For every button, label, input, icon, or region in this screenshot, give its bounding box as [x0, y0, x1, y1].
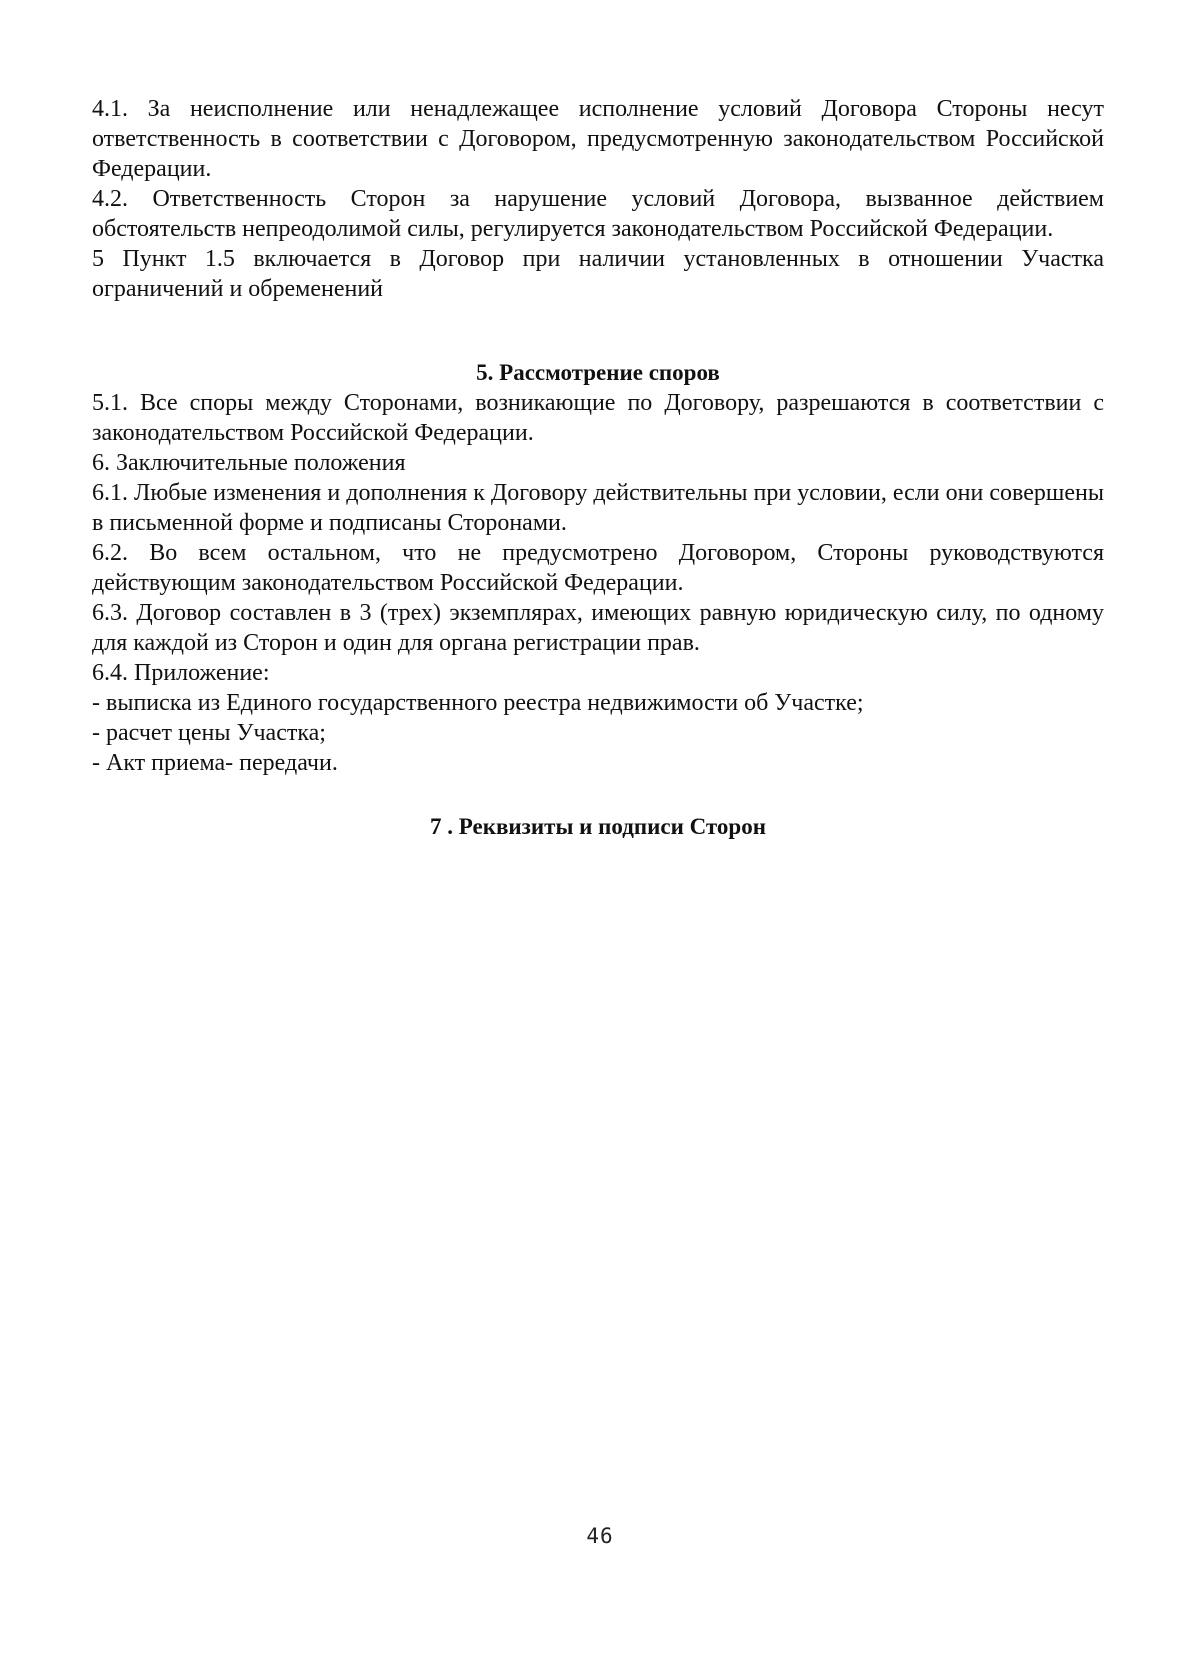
section-title-6: 6. Заключительные положения: [92, 450, 406, 476]
document-body: [92, 94, 1104, 842]
paragraph-4-1: 4.1. За неисполнение или ненадлежащее исполнение условий Договора Стороны несут ответственность в соответствии с Договором, предусмотренную законодательством Российской Федерации.: [92, 96, 1104, 182]
section-heading-5: 5. Рассмотрение споров: [476, 360, 720, 385]
attachment-item: - Акт приема- передачи.: [92, 750, 338, 776]
attachment-item: - выписка из Единого государственного реестра недвижимости об Участке;: [92, 690, 864, 716]
spacer: [92, 778, 1104, 812]
paragraph-5-1: 5.1. Все споры между Сторонами, возникающие по Договору, разрешаются в соответствии с законодательством Российской Федерации.: [92, 390, 1104, 446]
paragraph-6-2: 6.2. Во всем остальном, что не предусмотрено Договором, Стороны руководствуются действующим законодательством Российской Федерации.: [92, 540, 1104, 596]
paragraph-4-2: 4.2. Ответственность Сторон за нарушение условий Договора, вызванное действием обстоятельств непреодолимой силы, регулируется законодательством Российской Федерации.: [92, 186, 1104, 242]
section-heading-7: 7 . Реквизиты и подписи Сторон: [430, 814, 766, 839]
footnote-5: 5 Пункт 1.5 включается в Договор при наличии установленных в отношении Участка ограничений и обременений: [92, 246, 1104, 302]
attachment-item: - расчет цены Участка;: [92, 720, 326, 746]
spacer: [92, 304, 1104, 358]
page-number: 46: [586, 1524, 614, 1548]
paragraph-6-4: 6.4. Приложение:: [92, 660, 270, 686]
paragraph-6-3: 6.3. Договор составлен в 3 (трех) экземплярах, имеющих равную юридическую силу, по одному для каждой из Сторон и один для органа регистрации прав.: [92, 600, 1104, 656]
paragraph-6-1: 6.1. Любые изменения и дополнения к Договору действительны при условии, если они совершены в письменной форме и подписаны Сторонами.: [92, 480, 1104, 536]
